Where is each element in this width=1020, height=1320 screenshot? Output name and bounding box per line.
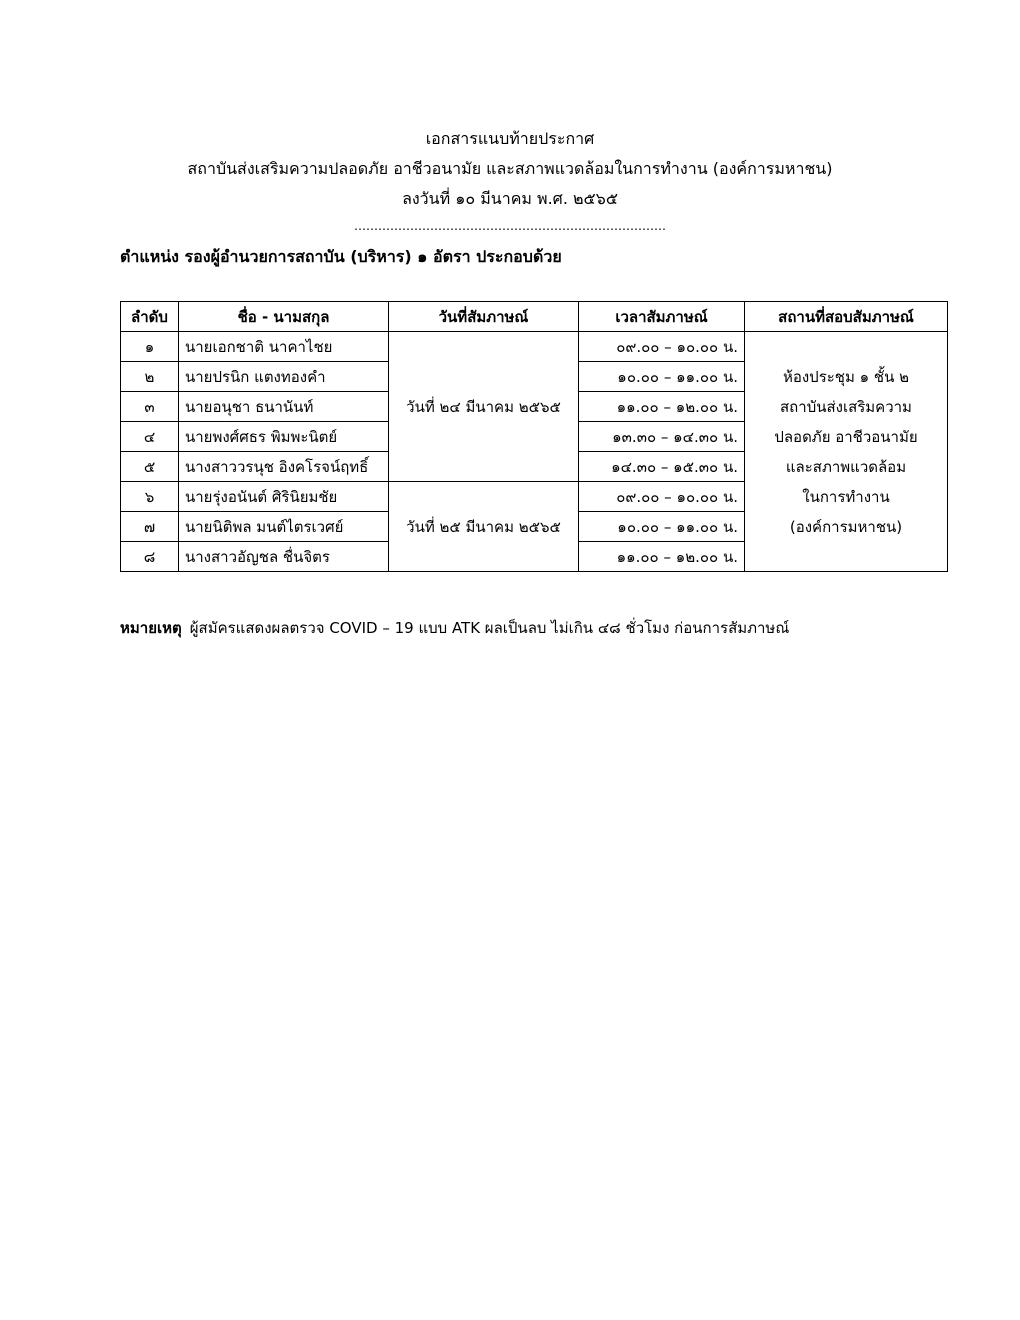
- header-no: ลำดับ: [121, 302, 179, 332]
- row-name: นายรุ่งอนันต์ ศิรินิยมชัย: [179, 482, 389, 512]
- row-number: ๖: [121, 482, 179, 512]
- place-line: ในการทำงาน: [802, 487, 890, 506]
- row-name: นายอนุชา ธนานันท์: [179, 392, 389, 422]
- header-date: ลงวันที่ ๑๐ มีนาคม พ.ศ. ๒๕๖๕: [402, 189, 618, 208]
- row-number: ๗: [121, 512, 179, 542]
- row-time: ๑๓.๓๐ – ๑๔.๓๐ น.: [579, 422, 745, 452]
- interview-date-2: วันที่ ๒๕ มีนาคม ๒๕๖๕: [389, 482, 579, 572]
- remark: [120, 616, 789, 640]
- table-row: [121, 332, 948, 362]
- row-name: นางสาววรนุช อิงคโรจน์ฤทธิ์: [179, 452, 389, 482]
- row-time: ๑๐.๐๐ – ๑๑.๐๐ น.: [579, 512, 745, 542]
- row-time: ๐๙.๐๐ – ๑๐.๐๐ น.: [579, 482, 745, 512]
- header-date: วันที่สัมภาษณ์: [389, 302, 579, 332]
- table-header-row: [121, 302, 948, 332]
- interview-date-1: วันที่ ๒๔ มีนาคม ๒๕๖๕: [389, 332, 579, 482]
- row-number: ๑: [121, 332, 179, 362]
- place-line: ปลอดภัย อาชีวอนามัย: [774, 427, 918, 446]
- row-number: ๕: [121, 452, 179, 482]
- row-name: นายเอกชาติ นาคาไชย: [179, 332, 389, 362]
- row-name: นายนิติพล มนต์ไตรเวศย์: [179, 512, 389, 542]
- header-dotted-separator: ……………………………………………………………………: [354, 219, 666, 233]
- header-title: เอกสารแนบท้ายประกาศ: [425, 129, 595, 148]
- header-place: สถานที่สอบสัมภาษณ์: [745, 302, 948, 332]
- row-time: ๑๑.๐๐ – ๑๒.๐๐ น.: [579, 542, 745, 572]
- header-organization: สถาบันส่งเสริมความปลอดภัย อาชีวอนามัย และสภาพแวดล้อมในการทำงาน (องค์การมหาชน): [187, 159, 833, 178]
- interview-schedule-table: [120, 301, 948, 572]
- remark-label: หมายเหตุ: [120, 619, 182, 637]
- row-number: ๘: [121, 542, 179, 572]
- place-line: สถาบันส่งเสริมความ: [780, 397, 912, 416]
- row-time: ๑๑.๐๐ – ๑๒.๐๐ น.: [579, 392, 745, 422]
- remark-text: ผู้สมัครแสดงผลตรวจ COVID – 19 แบบ ATK ผลเป็นลบ ไม่เกิน ๔๘ ชั่วโมง ก่อนการสัมภาษณ์: [189, 619, 790, 637]
- row-time: ๑๐.๐๐ – ๑๑.๐๐ น.: [579, 362, 745, 392]
- row-name: นางสาวอัญชล ชื่นจิตร: [179, 542, 389, 572]
- header-name: ชื่อ - นามสกุล: [179, 302, 389, 332]
- place-line: ห้องประชุม ๑ ชั้น ๒: [782, 367, 910, 386]
- row-number: ๔: [121, 422, 179, 452]
- row-name: นายปรนิก แตงทองคำ: [179, 362, 389, 392]
- row-name: นายพงศ์ศธร พิมพะนิตย์: [179, 422, 389, 452]
- place-line: และสภาพแวดล้อม: [785, 457, 907, 476]
- document-header: [0, 124, 1020, 234]
- place-line: (องค์การมหาชน): [789, 517, 903, 536]
- row-number: ๒: [121, 362, 179, 392]
- row-time: ๐๙.๐๐ – ๑๐.๐๐ น.: [579, 332, 745, 362]
- interview-place: [745, 332, 948, 572]
- header-time: เวลาสัมภาษณ์: [579, 302, 745, 332]
- row-time: ๑๔.๓๐ – ๑๕.๓๐ น.: [579, 452, 745, 482]
- position-heading: ตำแหน่ง รองผู้อำนวยการสถาบัน (บริหาร) ๑ อัตรา ประกอบด้วย: [120, 247, 562, 266]
- row-number: ๓: [121, 392, 179, 422]
